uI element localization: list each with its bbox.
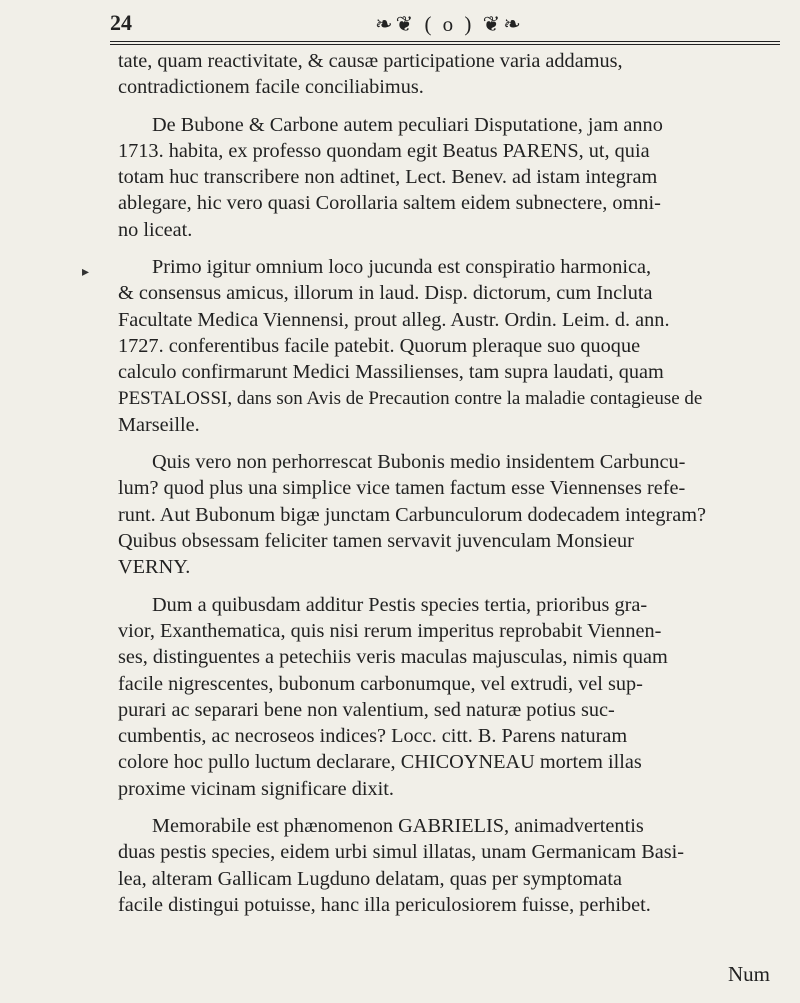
paragraph-4 — [118, 449, 782, 580]
text-line: & consensus amicus, illorum in laud. Disp. dictorum, cum Incluta — [118, 282, 653, 305]
paragraph-5 — [118, 592, 782, 802]
paragraph-3 — [118, 254, 782, 438]
text-line: Quibus obsessam feliciter tamen servavit juvenculam Monsieur — [118, 530, 634, 553]
text-line: 1713. habita, ex professo quondam egit Beatus PARENS, ut, quia — [118, 139, 650, 162]
text-line: vior, Exanthematica, quis nisi rerum imperitus reprobabit Viennen- — [118, 619, 662, 642]
text-line: ablegare, hic vero quasi Corollaria saltem eidem subnectere, omni- — [118, 192, 661, 215]
margin-mark: ▸ — [82, 264, 90, 280]
text-line: Primo igitur omnium loco jucunda est conspiratio harmonica, — [152, 256, 652, 279]
text-line: facile distingui potuisse, hanc illa periculosiorem fuisse, perhibet. — [118, 893, 651, 916]
text-line: calculo confirmarunt Medici Massilienses, tam supra laudati, quam — [118, 361, 664, 384]
text-line: lum? quod plus una simplice vice tamen factum esse Viennenses refe- — [118, 477, 686, 500]
text-line: no liceat. — [118, 218, 193, 241]
catchword: Num — [728, 962, 770, 986]
text-line: De Bubone & Carbone autem peculiari Disputatione, jam anno — [152, 113, 663, 136]
text-line: cumbentis, ac necroseos indices? Locc. citt. B. Parens naturam — [118, 725, 628, 748]
text-line: PESTALOSSI, dans son Avis de Precaution contre la maladie contagieuse de — [118, 387, 703, 409]
header-rule — [110, 41, 780, 45]
text-line: proxime vicinam significare dixit. — [118, 777, 394, 800]
text-line: totam huc transcribere non adtinet, Lect. Benev. ad istam integram — [118, 166, 658, 189]
text-line: tate, quam reactivitate, & causæ participatione varia addamus, — [118, 50, 623, 72]
text-line: contradictionem facile conciliabimus. — [118, 76, 424, 99]
text-line: Dum a quibusdam additur Pestis species tertia, prioribus gra- — [152, 593, 648, 616]
paragraph-1 — [118, 48, 782, 101]
header-ornament: ❧❦ ( o ) ❦❧ — [375, 12, 524, 36]
paragraph-2 — [118, 112, 782, 243]
text-line: VERNY. — [118, 556, 191, 579]
text-line: Facultate Medica Viennensi, prout alleg. Austr. Ordin. Leim. d. ann. — [118, 308, 670, 331]
text-line: purari ac separari bene non valentium, sed naturæ potius suc- — [118, 698, 615, 721]
text-line: ses, distinguentes a petechiis veris maculas majusculas, nimis quam — [118, 646, 668, 669]
text-line: runt. Aut Bubonum bigæ junctam Carbunculorum dodecadem integram? — [118, 503, 707, 526]
paragraph-6 — [118, 813, 782, 918]
text-line: Marseille. — [118, 413, 200, 436]
text-line: 1727. conferentibus facile patebit. Quorum pleraque suo quoque — [118, 334, 641, 357]
text-line: facile nigrescentes, bubonum carbonumque, vel extrudi, vel sup- — [118, 672, 643, 695]
page-number: 24 — [110, 10, 132, 35]
running-head — [110, 10, 780, 40]
text-line: colore hoc pullo luctum declarare, CHICOYNEAU mortem illas — [118, 751, 642, 774]
text-line: Quis vero non perhorrescat Bubonis medio insidentem Carbuncu- — [152, 451, 686, 474]
text-line: Memorabile est phænomenon GABRIELIS, animadvertentis — [152, 815, 644, 838]
body-text — [118, 48, 782, 929]
text-line: lea, alteram Gallicam Lugduno delatam, quas per symptomata — [118, 867, 623, 890]
text-line: duas pestis species, eidem urbi simul illatas, unam Germanicam Basi- — [118, 841, 685, 864]
